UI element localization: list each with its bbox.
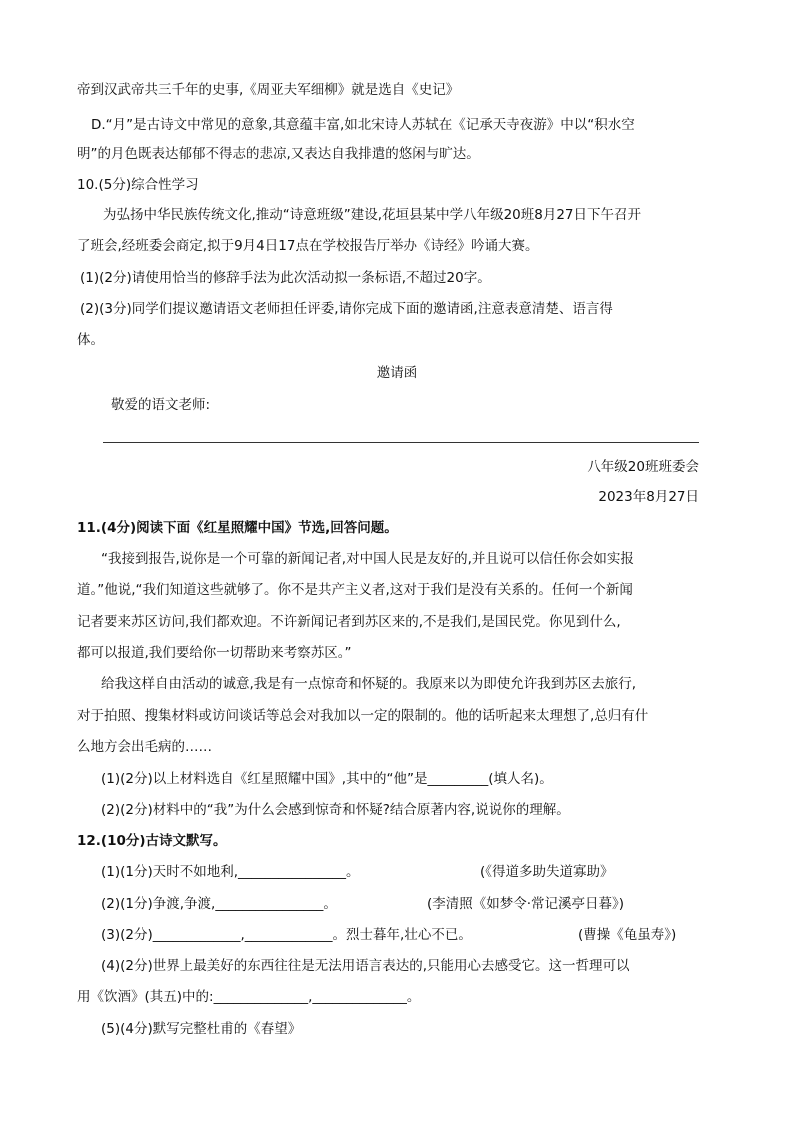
q11-heading: 11.(4分)阅读下面《红星照耀中国》节选,回答问题。 xyxy=(77,520,398,536)
q11-passage-line2: 道。”他说,“我们知道这些就够了。你不是共产主义者,这对于我们是没有关系的。任何一个新闻 xyxy=(77,582,633,598)
q11-passage-line6: 对于拍照、搜集材料或访问谈话等总会对我加以一定的限制的。他的话听起来太理想了,总归有什 xyxy=(77,708,649,724)
invitation-salutation: 敬爱的语文老师: xyxy=(111,397,211,413)
q12-item1: (1)(1分)天时不如地利,________________。 xyxy=(101,864,360,880)
invitation-signature: 八年级20班班委会 xyxy=(587,459,699,475)
q9-option-d-line1: D.“月”是古诗文中常见的意象,其意蕴丰富,如北宋诗人苏轼在《记承天寺夜游》中以“积水空 xyxy=(91,117,635,133)
invitation-date: 2023年8月27日 xyxy=(598,489,699,505)
q10-intro-line1: 为弘扬中华民族传统文化,推动“诗意班级”建设,花垣县某中学八年级20班8月27日下午召开 xyxy=(103,207,642,223)
q12-item4-line2: 用《饮酒》(其五)中的:______________,______________。 xyxy=(77,989,421,1005)
invitation-answer-line xyxy=(103,442,699,443)
q10-intro-line2: 了班会,经班委会商定,拟于9月4日17点在学校报告厅举办《诗经》吟诵大赛。 xyxy=(77,238,539,254)
q12-item1-source: (《得道多助失道寡助》 xyxy=(480,864,614,880)
q11-passage-line7: 么地方会出毛病的…… xyxy=(77,739,212,755)
invitation-title: 邀请函 xyxy=(376,365,418,381)
q12-item2-source: (李清照《如梦令·常记溪亭日暮》) xyxy=(427,896,625,912)
q10-sub2-line1: (2)(3分)同学们提议邀请语文老师担任评委,请你完成下面的邀请函,注意表意清楚、语言得 xyxy=(80,301,613,317)
q9-continuation: 帝到汉武帝共三千年的史事,《周亚夫军细柳》就是选自《史记》 xyxy=(77,82,460,98)
q10-heading: 10.(5分)综合性学习 xyxy=(77,177,199,193)
q11-passage-line1: “我接到报告,说你是一个可靠的新闻记者,对中国人民是友好的,并且说可以信任你会如实报 xyxy=(101,551,634,567)
q12-item2: (2)(1分)争渡,争渡,________________。 xyxy=(101,896,337,912)
q12-heading: 12.(10分)古诗文默写。 xyxy=(77,833,227,849)
q12-item4-line1: (4)(2分)世界上最美好的东西往往是无法用语言表达的,只能用心去感受它。这一哲理可以 xyxy=(101,958,630,974)
q11-sub1: (1)(2分)以上材料选自《红星照耀中国》,其中的“他”是_________(填人名)。 xyxy=(101,771,553,787)
q12-item3: (3)(2分)_____________,_____________。烈士暮年,壮心不已。 xyxy=(101,927,472,943)
q9-option-d-line2: 明”的月色既表达郁郁不得志的悲凉,又表达自我排遣的悠闲与旷达。 xyxy=(77,146,480,162)
q10-sub1: (1)(2分)请使用恰当的修辞手法为此次活动拟一条标语,不超过20字。 xyxy=(80,270,491,286)
q12-item5: (5)(4分)默写完整杜甫的《春望》 xyxy=(101,1021,302,1037)
q11-passage-line4: 都可以报道,我们要给你一切帮助来考察苏区。” xyxy=(77,645,352,661)
q11-passage-line3: 记者要来苏区访问,我们都欢迎。不许新闻记者到苏区来的,不是我们,是国民党。你见到什么, xyxy=(77,614,621,630)
q11-sub2: (2)(2分)材料中的“我”为什么会感到惊奇和怀疑?结合原著内容,说说你的理解。 xyxy=(101,802,570,818)
q11-passage-line5: 给我这样自由活动的诚意,我是有一点惊奇和怀疑的。我原来以为即使允许我到苏区去旅行, xyxy=(101,676,637,692)
q12-item3-source: (曹操《龟虽寿》) xyxy=(578,927,677,943)
q10-sub2-line2: 体。 xyxy=(77,332,104,348)
